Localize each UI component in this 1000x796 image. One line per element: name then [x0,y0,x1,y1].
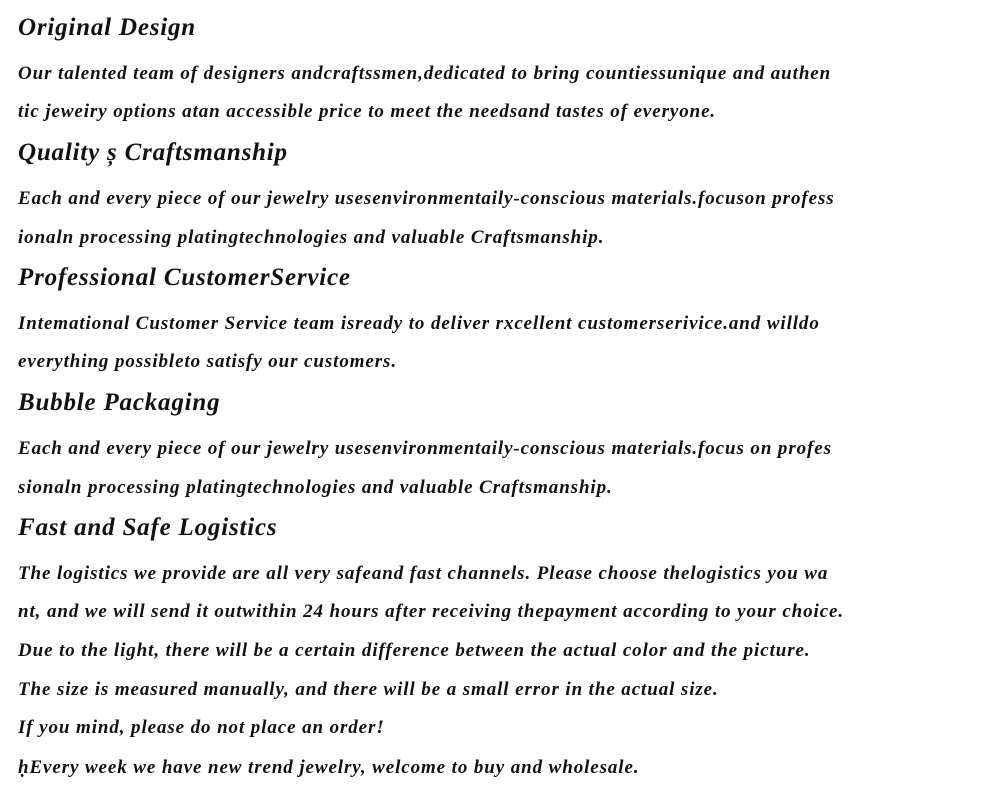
section-text-line: Intemational Customer Service team isready to deliver rxcellent customerserivice.and willdo [18,313,820,334]
section-text-line: everything possibleto satisfy our customers. [18,351,397,372]
section-text-line: The logistics we provide are all very safeand fast channels. Please choose thelogistics you wa [18,563,829,584]
section-title-original-design: Original Design [18,14,197,41]
section-title-logistics: Fast and Safe Logistics [18,514,278,541]
section-text-line: ionaln processing platingtechnologies and valuable Craftsmanship. [18,227,605,248]
section-text-line: Each and every piece of our jewelry usesenvironmentaily-conscious materials.focus on profes [18,438,832,459]
note-color-difference: Due to the light, there will be a certain difference between the actual color and the picture. [18,640,811,661]
section-text-line: Each and every piece of our jewelry usesenvironmentaily-conscious materials.focuson profess [18,188,835,209]
section-text-line: tic jeweiry options atan accessible price to meet the needsand tastes of everyone. [18,101,717,122]
note-size-error: The size is measured manually, and there will be a small error in the actual size. [18,679,719,700]
section-title-quality-craftsmanship: Quality ș Craftsmanship [18,139,288,166]
note-new-trend-jewelry: ḥEvery week we have new trend jewelry, welcome to buy and wholesale. [18,757,640,778]
section-text-line: Our talented team of designers andcraftssmen,dedicated to bring countiessunique and authen [18,63,832,84]
section-title-bubble-packaging: Bubble Packaging [18,389,221,416]
section-text-line: sionaln processing platingtechnologies and valuable Craftsmanship. [18,477,613,498]
note-do-not-order: If you mind, please do not place an order! [18,717,385,738]
section-text-line: nt, and we will send it outwithin 24 hours after receiving thepayment according to your choice. [18,601,845,622]
section-title-customer-service: Professional CustomerService [18,264,351,291]
